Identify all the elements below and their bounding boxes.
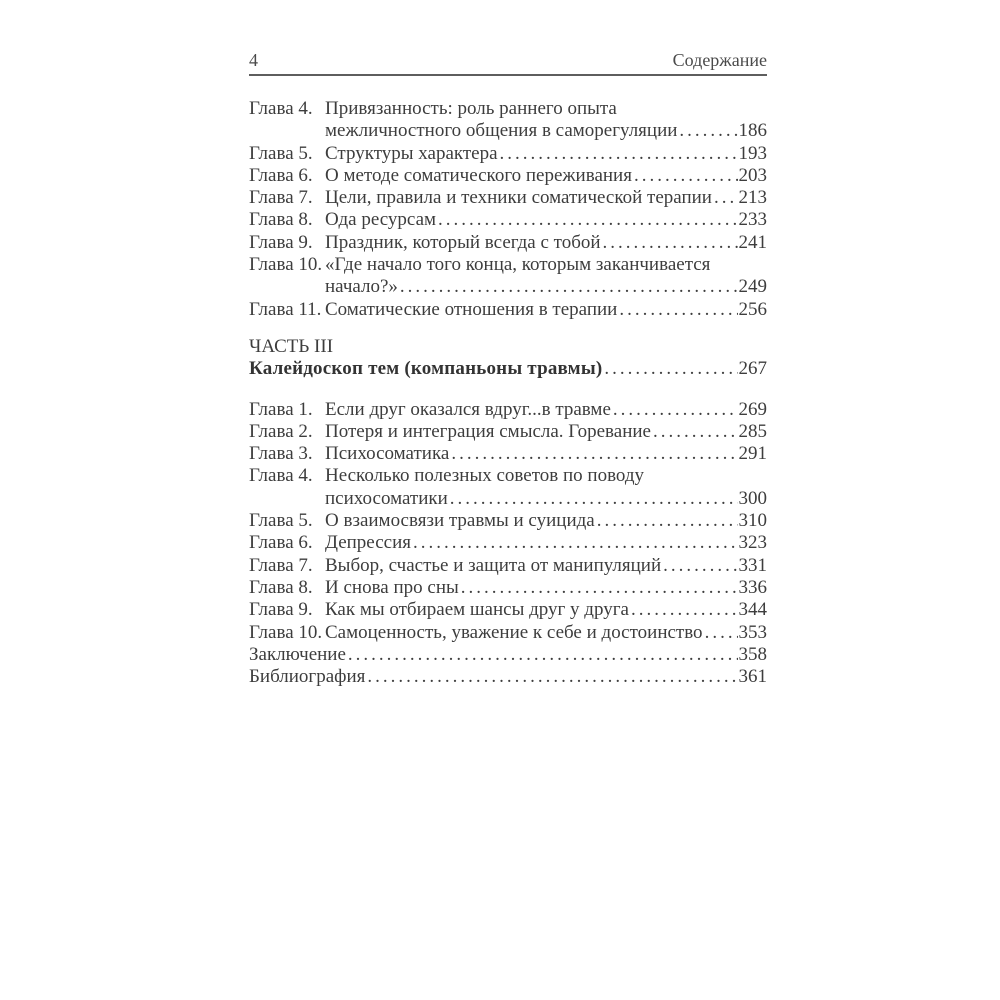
entry-title: Психосоматика (325, 443, 450, 465)
entry-title: Заключение (249, 643, 346, 665)
dot-leader (619, 299, 737, 321)
entry-title: Самоценность, уважение к себе и достоинство (325, 621, 703, 643)
chapter-label: Глава 10. (249, 621, 323, 643)
chapter-label: Глава 6. (249, 164, 313, 186)
toc-row (249, 465, 767, 487)
entry-title: Если друг оказался вдруг...в травме (325, 398, 611, 420)
chapter-label: Глава 11. (249, 298, 322, 320)
chapter-label: Глава 2. (249, 420, 313, 442)
dot-leader (400, 276, 738, 298)
entry-title: Калейдоскоп тем (компаньоны травмы) (249, 358, 603, 380)
toc-row (249, 488, 767, 510)
entry-title: О методе соматического переживания (325, 164, 632, 186)
entry-title: начало?» (325, 276, 398, 298)
entry-page-number: 361 (738, 666, 767, 688)
page-number: 4 (249, 50, 258, 70)
dot-leader (438, 209, 737, 231)
dot-leader (500, 143, 738, 165)
toc-row (249, 443, 767, 465)
toc-row (249, 644, 767, 666)
toc-row (249, 120, 767, 142)
entry-title: Структуры характера (325, 142, 498, 164)
toc-row (249, 143, 767, 165)
toc-row (249, 232, 767, 254)
toc-row (249, 510, 767, 532)
entry-page-number: 213 (738, 187, 767, 209)
dot-leader (413, 532, 738, 554)
entry-title: Депрессия (325, 532, 411, 554)
entry-page-number: 331 (738, 554, 767, 576)
chapter-label: Глава 4. (249, 465, 313, 487)
part-heading (249, 336, 767, 358)
entry-title: Соматические отношения в терапии (325, 298, 618, 320)
chapter-label: Глава 9. (249, 599, 313, 621)
toc-row (249, 98, 767, 120)
dot-leader (604, 358, 737, 380)
table-of-contents (249, 98, 767, 688)
toc-row (249, 599, 767, 621)
entry-page-number: 353 (738, 621, 767, 643)
entry-title: ЧАСТЬ III (249, 335, 334, 357)
chapter-label: Глава 9. (249, 231, 313, 253)
entry-title: Выбор, счастье и защита от манипуляций (325, 554, 662, 576)
entry-page-number: 193 (738, 142, 767, 164)
dot-leader (663, 555, 737, 577)
chapter-label: Глава 7. (249, 187, 313, 209)
dot-leader (461, 577, 738, 599)
entry-page-number: 323 (738, 532, 767, 554)
chapter-label: Глава 8. (249, 576, 313, 598)
page-content (249, 50, 767, 688)
entry-title: психосоматики (325, 487, 448, 509)
entry-page-number: 241 (738, 231, 767, 253)
entry-page-number: 344 (738, 599, 767, 621)
dot-leader (653, 421, 738, 443)
dot-leader (603, 232, 738, 254)
entry-title: Праздник, который всегда с тобой (325, 231, 601, 253)
entry-page-number: 267 (738, 358, 767, 380)
toc-row (249, 532, 767, 554)
chapter-label: Глава 10. (249, 254, 323, 276)
dot-leader (705, 622, 738, 644)
chapter-label: Глава 5. (249, 142, 313, 164)
toc-row (249, 209, 767, 231)
entry-title: «Где начало того конца, которым заканчивается (325, 254, 711, 276)
dot-leader (679, 120, 737, 142)
toc-row (249, 299, 767, 321)
toc-row (249, 555, 767, 577)
entry-title: Несколько полезных советов по поводу (325, 465, 645, 487)
entry-page-number: 300 (738, 487, 767, 509)
entry-title: Цели, правила и техники соматической терапии (325, 187, 712, 209)
entry-title: О взаимосвязи травмы и суицида (325, 510, 595, 532)
chapter-label: Глава 4. (249, 98, 313, 119)
dot-leader (714, 187, 738, 209)
entry-page-number: 186 (738, 120, 767, 142)
dot-leader (597, 510, 738, 532)
entry-page-number: 203 (738, 164, 767, 186)
running-head (249, 50, 767, 76)
toc-row (249, 399, 767, 421)
dot-leader (631, 599, 738, 621)
toc-row (249, 165, 767, 187)
dot-leader (613, 399, 738, 421)
chapter-label: Глава 6. (249, 532, 313, 554)
running-title: Содержание (672, 50, 767, 70)
chapter-label: Глава 8. (249, 209, 313, 231)
entry-page-number: 233 (738, 209, 767, 231)
chapter-label: Глава 7. (249, 554, 313, 576)
toc-row (249, 577, 767, 599)
part-title-row (249, 358, 767, 380)
chapter-label: Глава 1. (249, 398, 313, 420)
chapter-label: Глава 3. (249, 443, 313, 465)
entry-page-number: 336 (738, 576, 767, 598)
toc-row (249, 187, 767, 209)
toc-row (249, 421, 767, 443)
entry-page-number: 358 (738, 643, 767, 665)
toc-row (249, 666, 767, 688)
dot-leader (451, 443, 737, 465)
toc-row (249, 254, 767, 276)
dot-leader (367, 666, 737, 688)
entry-title: Ода ресурсам (325, 209, 437, 231)
entry-page-number: 310 (738, 510, 767, 532)
entry-title: Потеря и интеграция смысла. Горевание (325, 420, 651, 442)
entry-title: Привязанность: роль раннего опыта (325, 98, 617, 119)
dot-leader (348, 644, 738, 666)
toc-row (249, 276, 767, 298)
entry-page-number: 285 (738, 420, 767, 442)
dot-leader (450, 488, 738, 510)
entry-title: межличностного общения в саморегуляции (325, 120, 678, 142)
entry-page-number: 249 (738, 276, 767, 298)
entry-title: Как мы отбираем шансы друг у друга (325, 599, 629, 621)
entry-page-number: 256 (738, 298, 767, 320)
chapter-label: Глава 5. (249, 510, 313, 532)
dot-leader (634, 165, 738, 187)
toc-row (249, 622, 767, 644)
entry-page-number: 291 (738, 443, 767, 465)
entry-title: И снова про сны (325, 576, 459, 598)
entry-page-number: 269 (738, 398, 767, 420)
entry-title: Библиография (249, 666, 366, 688)
